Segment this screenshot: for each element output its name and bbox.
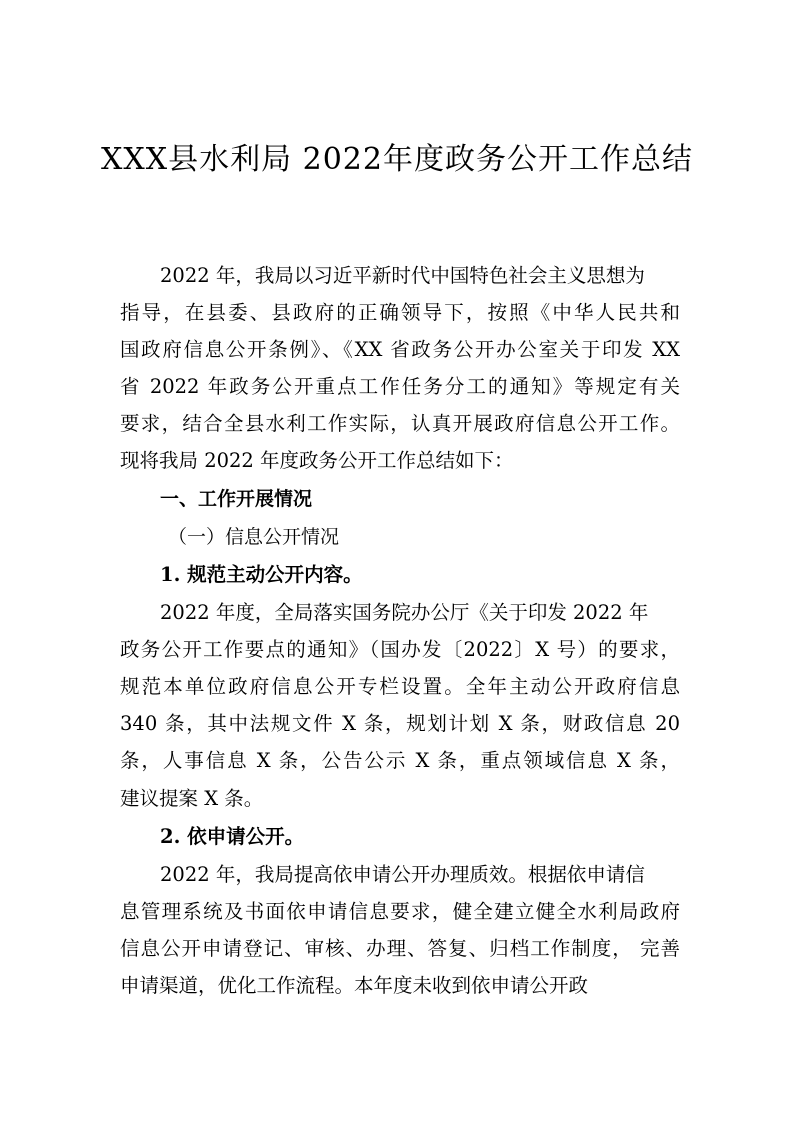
subsection-heading: （一）信息公开情况	[168, 526, 340, 548]
intro-line-4: 省 2022 年政务公开重点工作任务分工的通知》等规定有关	[120, 375, 680, 398]
item-heading: 2. 依申请公开。	[160, 825, 305, 848]
section-heading: 一、工作开展情况	[160, 488, 313, 510]
item1-line-5: 条，人事信息 X 条，公告公示 X 条，重点领域信息 X 条，	[120, 749, 680, 772]
item1-line-4: 340 条，其中法规文件 X 条，规划计划 X 条，财政信息 20	[120, 712, 680, 735]
item2-line-1: 2022 年，我局提高依申请公开办理质效。根据依申请信	[160, 863, 645, 886]
intro-line-5: 要求，结合全县水利工作实际，认真开展政府信息公开工作。	[120, 412, 680, 435]
item1-line-1: 2022 年度，全局落实国务院办公厅《关于印发 2022 年	[160, 601, 649, 624]
item1-line-6: 建议提案 X 条。	[120, 787, 264, 810]
item2-line-2: 息管理系统及书面依申请信息要求，健全建立健全水利局政府	[120, 900, 680, 923]
intro-line-6: 现将我局 2022 年度政务公开工作总结如下：	[120, 449, 514, 472]
item-heading: 1. 规范主动公开内容。	[160, 563, 363, 586]
intro-line-2: 指导，在县委、县政府的正确领导下，按照《中华人民共和	[120, 301, 680, 324]
intro-line-1: 2022 年，我局以习近平新时代中国特色社会主义思想为	[160, 264, 645, 287]
intro-line-3: 国政府信息公开条例》、《XX 省政务公开办公室关于印发 XX	[120, 338, 680, 361]
document-title: XXX县水利局 2022年度政务公开工作总结	[101, 142, 693, 177]
item1-line-2: 政务公开工作要点的通知》（国办发〔2022〕X 号）的要求，	[120, 638, 680, 661]
item2-line-3: 信息公开申请登记、审核、办理、答复、归档工作制度， 完善	[120, 937, 680, 960]
item2-line-4: 申请渠道，优化工作流程。本年度未收到依申请公开政	[120, 974, 589, 997]
item1-line-3: 规范本单位政府信息公开专栏设置。全年主动公开政府信息	[120, 675, 680, 698]
